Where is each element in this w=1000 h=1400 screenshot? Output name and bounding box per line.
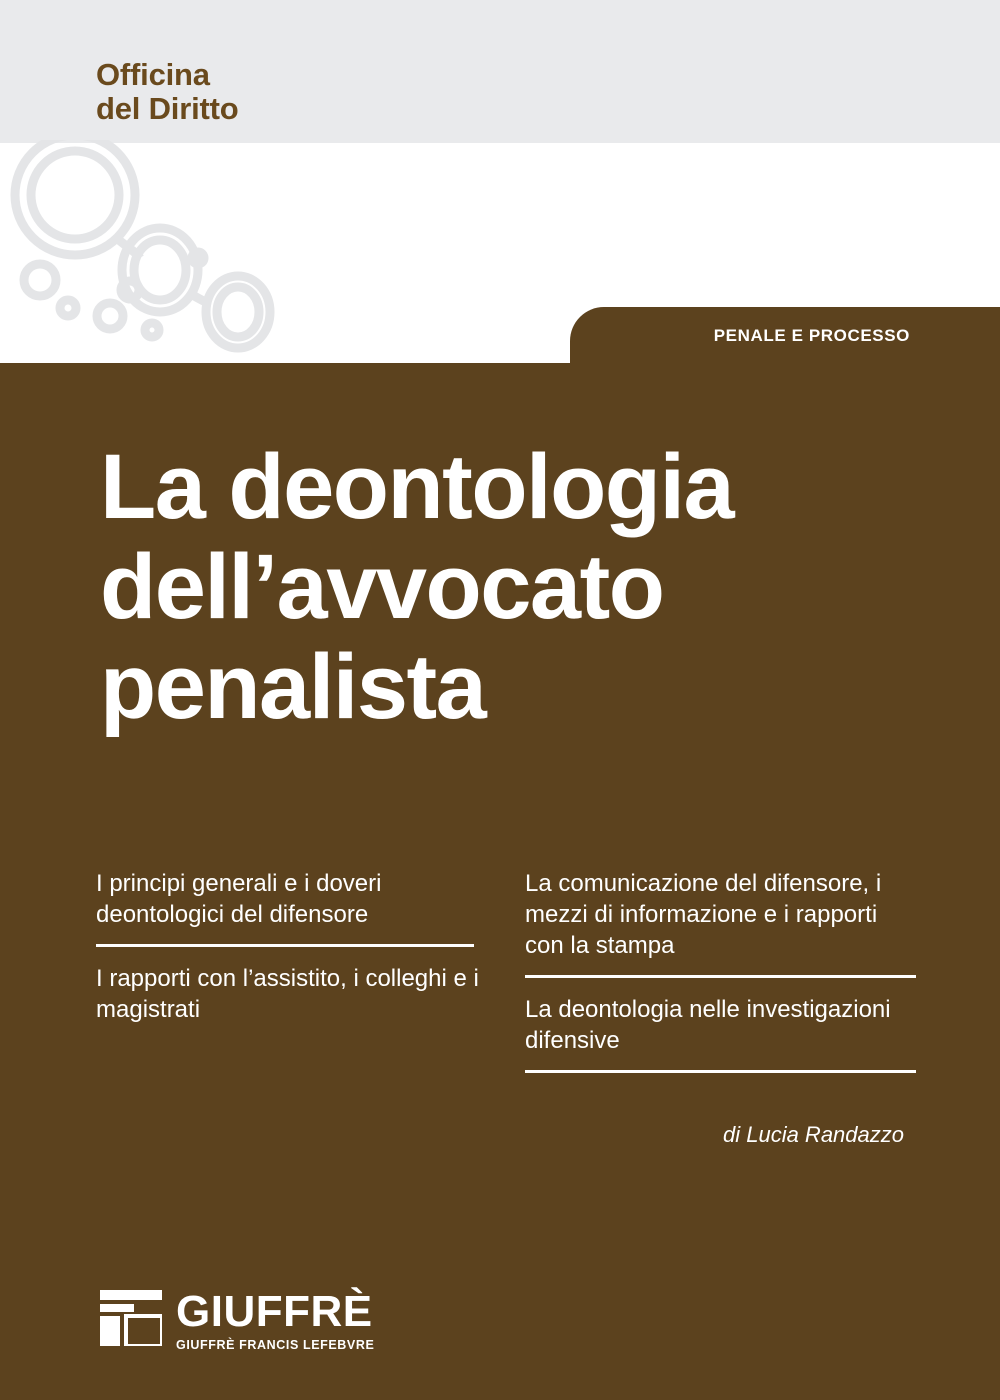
series-logo: [96, 58, 238, 126]
category-tab-label: PENALE E PROCESSO: [713, 326, 910, 345]
author-credit: di Lucia Randazzo: [722, 1122, 904, 1147]
publisher-text: [176, 1287, 375, 1352]
topics-column-right: [525, 868, 916, 1089]
topic-item: La deontologia nelle investigazioni difensive: [525, 996, 891, 1054]
title-line-3: penalista: [100, 636, 486, 738]
series-logo-line2: del Diritto: [96, 91, 239, 126]
page-title: [100, 437, 920, 737]
publisher-tagline: GIUFFRÈ FRANCIS LEFEBVRE: [176, 1338, 375, 1352]
topics-column-left: [96, 868, 487, 1089]
topic-item: I principi generali e i doveri deontologici del difensore: [96, 870, 382, 928]
publisher-name: GIUFFRÈ: [176, 1287, 373, 1336]
topic-item: I rapporti con l’assistito, i colleghi e i magistrati: [96, 965, 479, 1023]
topic-item: La comunicazione del difensore, i mezzi di informazione e i rapporti con la stampa: [525, 870, 882, 959]
title-line-1: La deontologia: [100, 436, 734, 538]
divider: [525, 1070, 916, 1073]
divider: [525, 975, 916, 978]
divider: [96, 944, 474, 947]
title-line-2: dell’avvocato: [100, 536, 664, 638]
topics-columns: [96, 868, 916, 1089]
series-logo-line1: Officina: [96, 57, 210, 92]
publisher-logo: [100, 1287, 375, 1352]
giuffre-mark-icon: [100, 1290, 162, 1346]
handcuffs-icon: [10, 140, 390, 370]
